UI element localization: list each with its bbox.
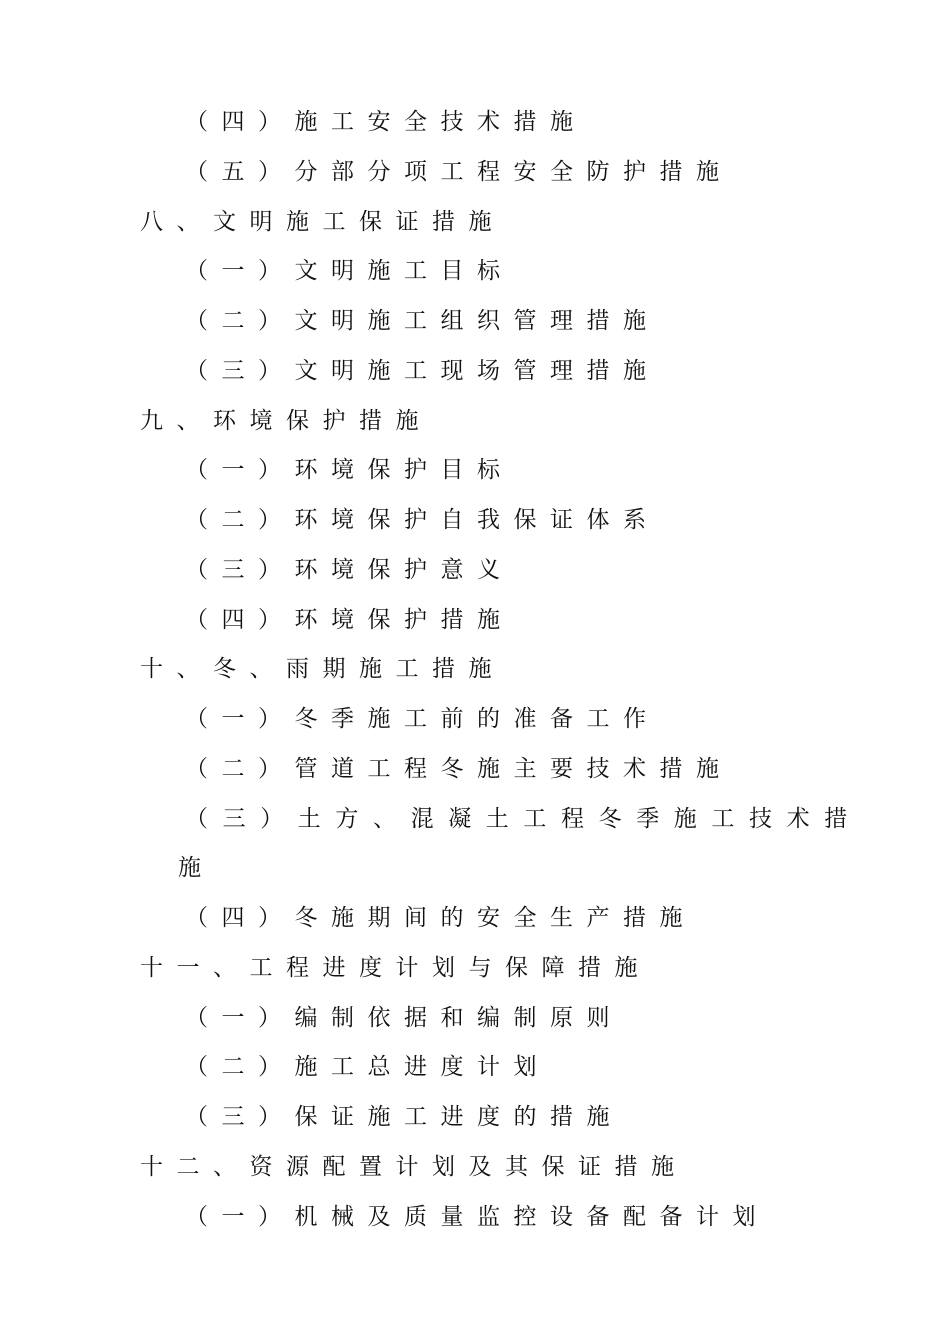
toc-entry: （三）文明施工现场管理措施	[185, 357, 660, 384]
toc-entry: （四）环境保护措施	[185, 606, 514, 633]
toc-entry: （四）冬施期间的安全生产措施	[185, 905, 696, 931]
toc-heading: 十、冬、雨期施工措施	[140, 656, 505, 683]
toc-heading: 十二、资源配置计划及其保证措施	[140, 1153, 688, 1180]
toc-entry: （一）环境保护目标	[185, 457, 514, 484]
toc-entry: （三）土方、混凝土工程冬季施工技术措	[185, 805, 862, 832]
toc-entry: （二）环境保护自我保证体系	[185, 507, 660, 533]
toc-entry: （二）管道工程冬施主要技术措施	[185, 755, 733, 782]
toc-entry: （四）施工安全技术措施	[185, 109, 587, 135]
toc-entry: （二）文明施工组织管理措施	[185, 308, 660, 334]
toc-entry: （一）文明施工目标	[185, 258, 514, 285]
toc-heading: 九、环境保护措施	[140, 407, 432, 434]
toc-entry: （一）编制依据和编制原则	[185, 1004, 623, 1031]
toc-entry: （五）分部分项工程安全防护措施	[185, 158, 733, 185]
toc-entry: （一）机械及质量监控设备配备计划	[185, 1203, 769, 1230]
toc-entry: （一）冬季施工前的准备工作	[185, 706, 660, 732]
toc-entry: （三）环境保护意义	[185, 556, 514, 583]
toc-entry-continuation: 施	[178, 855, 215, 882]
toc-heading: 十一、工程进度计划与保障措施	[140, 954, 651, 981]
table-of-contents	[0, 98, 950, 1242]
toc-entry: （三）保证施工进度的措施	[185, 1104, 623, 1130]
toc-entry: （二）施工总进度计划	[185, 1054, 550, 1081]
toc-heading: 八、文明施工保证措施	[140, 208, 505, 235]
